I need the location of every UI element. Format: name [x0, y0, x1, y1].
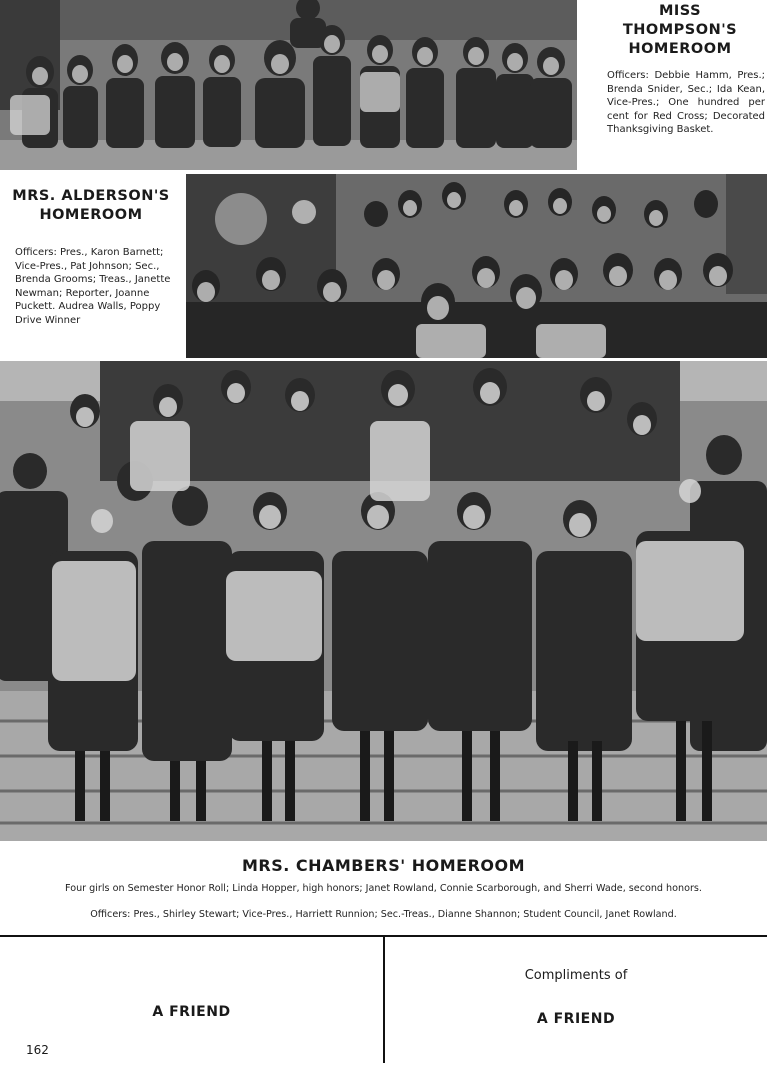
alderson-title-line1: MRS. ALDERSON'S	[12, 188, 170, 204]
ad-section-divider	[383, 937, 385, 1063]
thompson-homeroom-title	[600, 2, 760, 59]
chambers-homeroom-photo	[0, 361, 767, 841]
thompson-homeroom-caption: Officers: Debbie Hamm, Pres.; Brenda Snider, Sec.; Ida Kean, Vice-Pres.; One hundred per cent for Red Cross; Decorated Thanksgiving Basket.	[607, 70, 765, 135]
ad-right-text: A FRIEND	[536, 1011, 616, 1027]
chambers-officers-caption: Officers: Pres., Shirley Stewart; Vice-Pres., Harriett Runnion; Sec.-Treas., Dianne Shannon; Student Council, Janet Rowland.	[90, 909, 677, 920]
ad-left-text: A FRIEND	[152, 1004, 231, 1020]
thompson-homeroom-photo	[0, 0, 577, 170]
alderson-title-line2: HOMEROOM	[39, 207, 143, 223]
page-number: 162	[26, 1043, 49, 1057]
ad-right-compliments: Compliments of	[524, 968, 628, 983]
chambers-homeroom-title: MRS. CHAMBERS' HOMEROOM	[241, 856, 526, 875]
thompson-title-line2: THOMPSON'S	[622, 22, 738, 38]
chambers-honor-roll-caption: Four girls on Semester Honor Roll; Linda Hopper, high honors; Janet Rowland, Connie Scarborough, and Sherri Wade, second honors.	[65, 883, 702, 894]
alderson-homeroom-title	[5, 187, 177, 225]
thompson-title-line3: HOMEROOM	[628, 41, 732, 57]
alderson-homeroom-caption: Officers: Pres., Karon Barnett; Vice-Pres., Pat Johnson; Sec., Brenda Grooms; Treas., Janette Newman; Reporter, Joanne Puckett. Audrea Walls, Poppy Drive Winner	[15, 247, 171, 326]
alderson-homeroom-photo	[186, 174, 767, 358]
thompson-title-line1: MISS	[658, 3, 702, 19]
